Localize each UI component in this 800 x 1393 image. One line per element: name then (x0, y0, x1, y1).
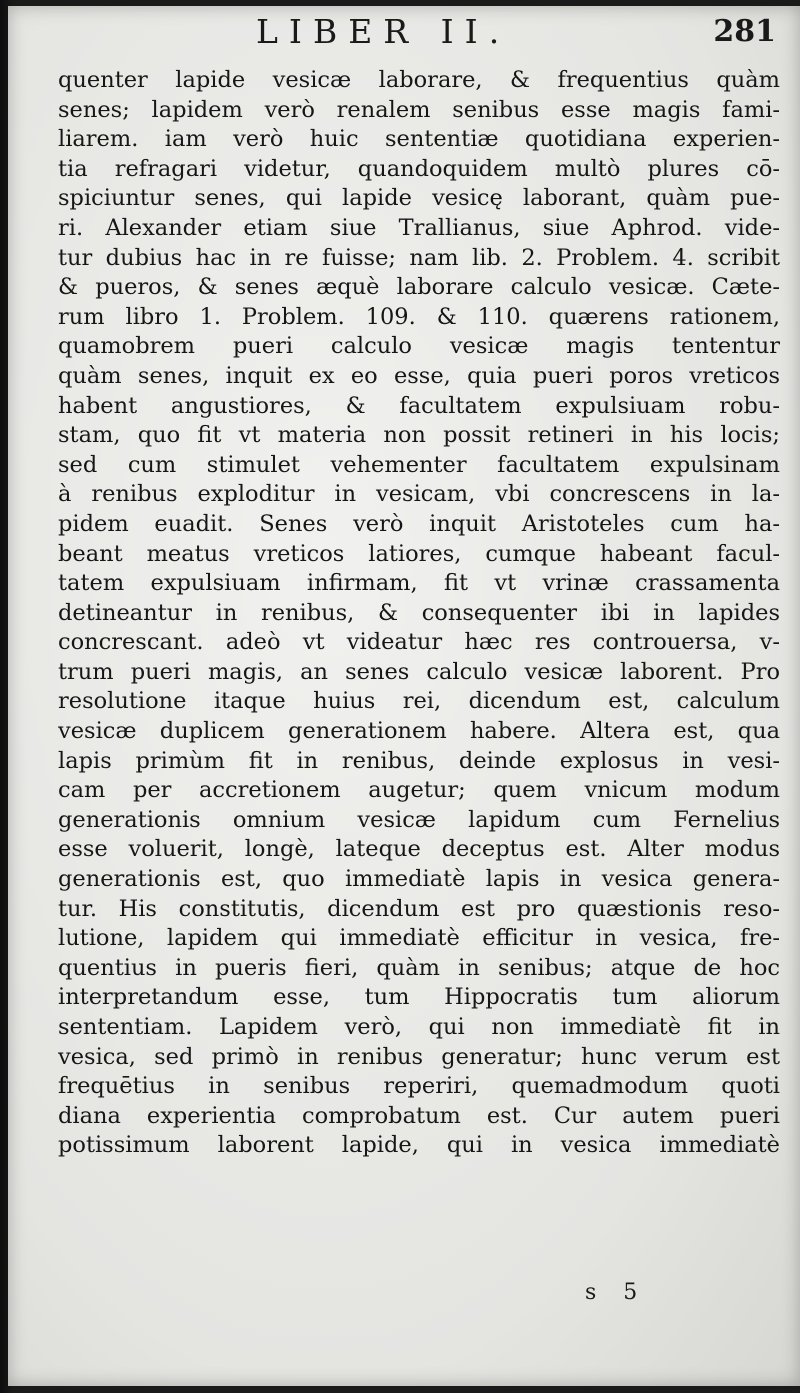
text-line: generationis omnium vesicæ lapidum cum Fernelius (58, 806, 780, 833)
text-line: ri. Alexander etiam siue Trallianus, siue Aphrod. vide- (58, 214, 780, 241)
text-line: rum libro 1. Problem. 109. & 110. quærens rationem, (58, 303, 780, 330)
text-line: tia refragari videtur, quandoquidem multò plures cō- (58, 155, 780, 182)
text-line: vesicæ duplicem generationem habere. Altera est, qua (58, 718, 780, 745)
text-line: beant meatus vreticos latiores, cumque habeant facul- (58, 540, 780, 567)
text-line: spiciuntur senes, qui lapide vesicę laborant, quàm pue- (58, 185, 780, 212)
text-line: & pueros, & senes æquè laborare calculo vesicæ. Cæte- (58, 274, 780, 301)
text-line: lapis primùm fit in renibus, deinde explosus in vesi- (58, 747, 780, 774)
page-number: 281 (713, 14, 776, 49)
text-line: interpretandum esse, tum Hippocratis tum aliorum (58, 984, 780, 1011)
text-line: concrescant. adeò vt videatur hæc res controuersa, v- (58, 629, 780, 656)
page-header (250, 12, 790, 52)
text-line: pidem euadit. Senes verò inquit Aristoteles cum ha- (58, 510, 780, 537)
text-line: resolutione itaque huius rei, dicendum est, calculum (58, 688, 780, 715)
text-line: habent angustiores, & facultatem expulsiuam robu- (58, 392, 780, 419)
text-line: senes; lapidem verò renalem senibus esse magis fami- (58, 96, 780, 123)
text-line: lutione, lapidem qui immediatè efficitur in vesica, fre- (58, 925, 780, 952)
text-line: generationis est, quo immediatè lapis in vesica genera- (58, 866, 780, 893)
text-line: quamobrem pueri calculo vesicæ magis tententur (58, 333, 780, 360)
signature-mark: s 5 (585, 1280, 638, 1305)
text-line: esse voluerit, longè, lateque deceptus est. Alter modus (58, 836, 780, 863)
text-line: à renibus exploditur in vesicam, vbi concrescens in la- (58, 481, 780, 508)
text-line: sed cum stimulet vehementer facultatem expulsinam (58, 451, 780, 478)
text-line: detineantur in renibus, & consequenter ibi in lapides (58, 599, 780, 626)
text-line: tur dubius hac in re fuisse; nam lib. 2. Problem. 4. scribit (58, 244, 780, 271)
text-line: cam per accretionem augetur; quem vnicum modum (58, 777, 780, 804)
text-line: potissimum laborent lapide, qui in vesica immediatè (58, 1132, 780, 1159)
text-line: tatem expulsiuam infirmam, fit vt vrinæ crassamenta (58, 570, 780, 597)
body-text (58, 66, 780, 1161)
text-line: tur. His constitutis, dicendum est pro quæstionis reso- (58, 895, 780, 922)
text-line: quentius in pueris fieri, quàm in senibus; atque de hoc (58, 954, 780, 981)
text-line: stam, quo fit vt materia non possit retineri in his locis; (58, 422, 780, 449)
running-head: LIBER II. (256, 12, 511, 51)
text-line: quenter lapide vesicæ laborare, & frequentius quàm (58, 67, 780, 93)
text-line: trum pueri magis, an senes calculo vesicæ laborent. Pro (58, 658, 780, 685)
text-line: sententiam. Lapidem verò, qui non immediatè fit in (58, 1014, 780, 1040)
text-line: vesica, sed primò in renibus generatur; hunc verum est (58, 1043, 780, 1070)
text-line: liarem. iam verò huic sententiæ quotidiana experien- (58, 126, 780, 153)
text-line: frequētius in senibus reperiri, quemadmodum quoti (58, 1073, 780, 1100)
text-line: quàm senes, inquit ex eo esse, quia pueri poros vreticos (58, 362, 780, 389)
text-line: diana experientia comprobatum est. Cur autem pueri (58, 1102, 780, 1129)
